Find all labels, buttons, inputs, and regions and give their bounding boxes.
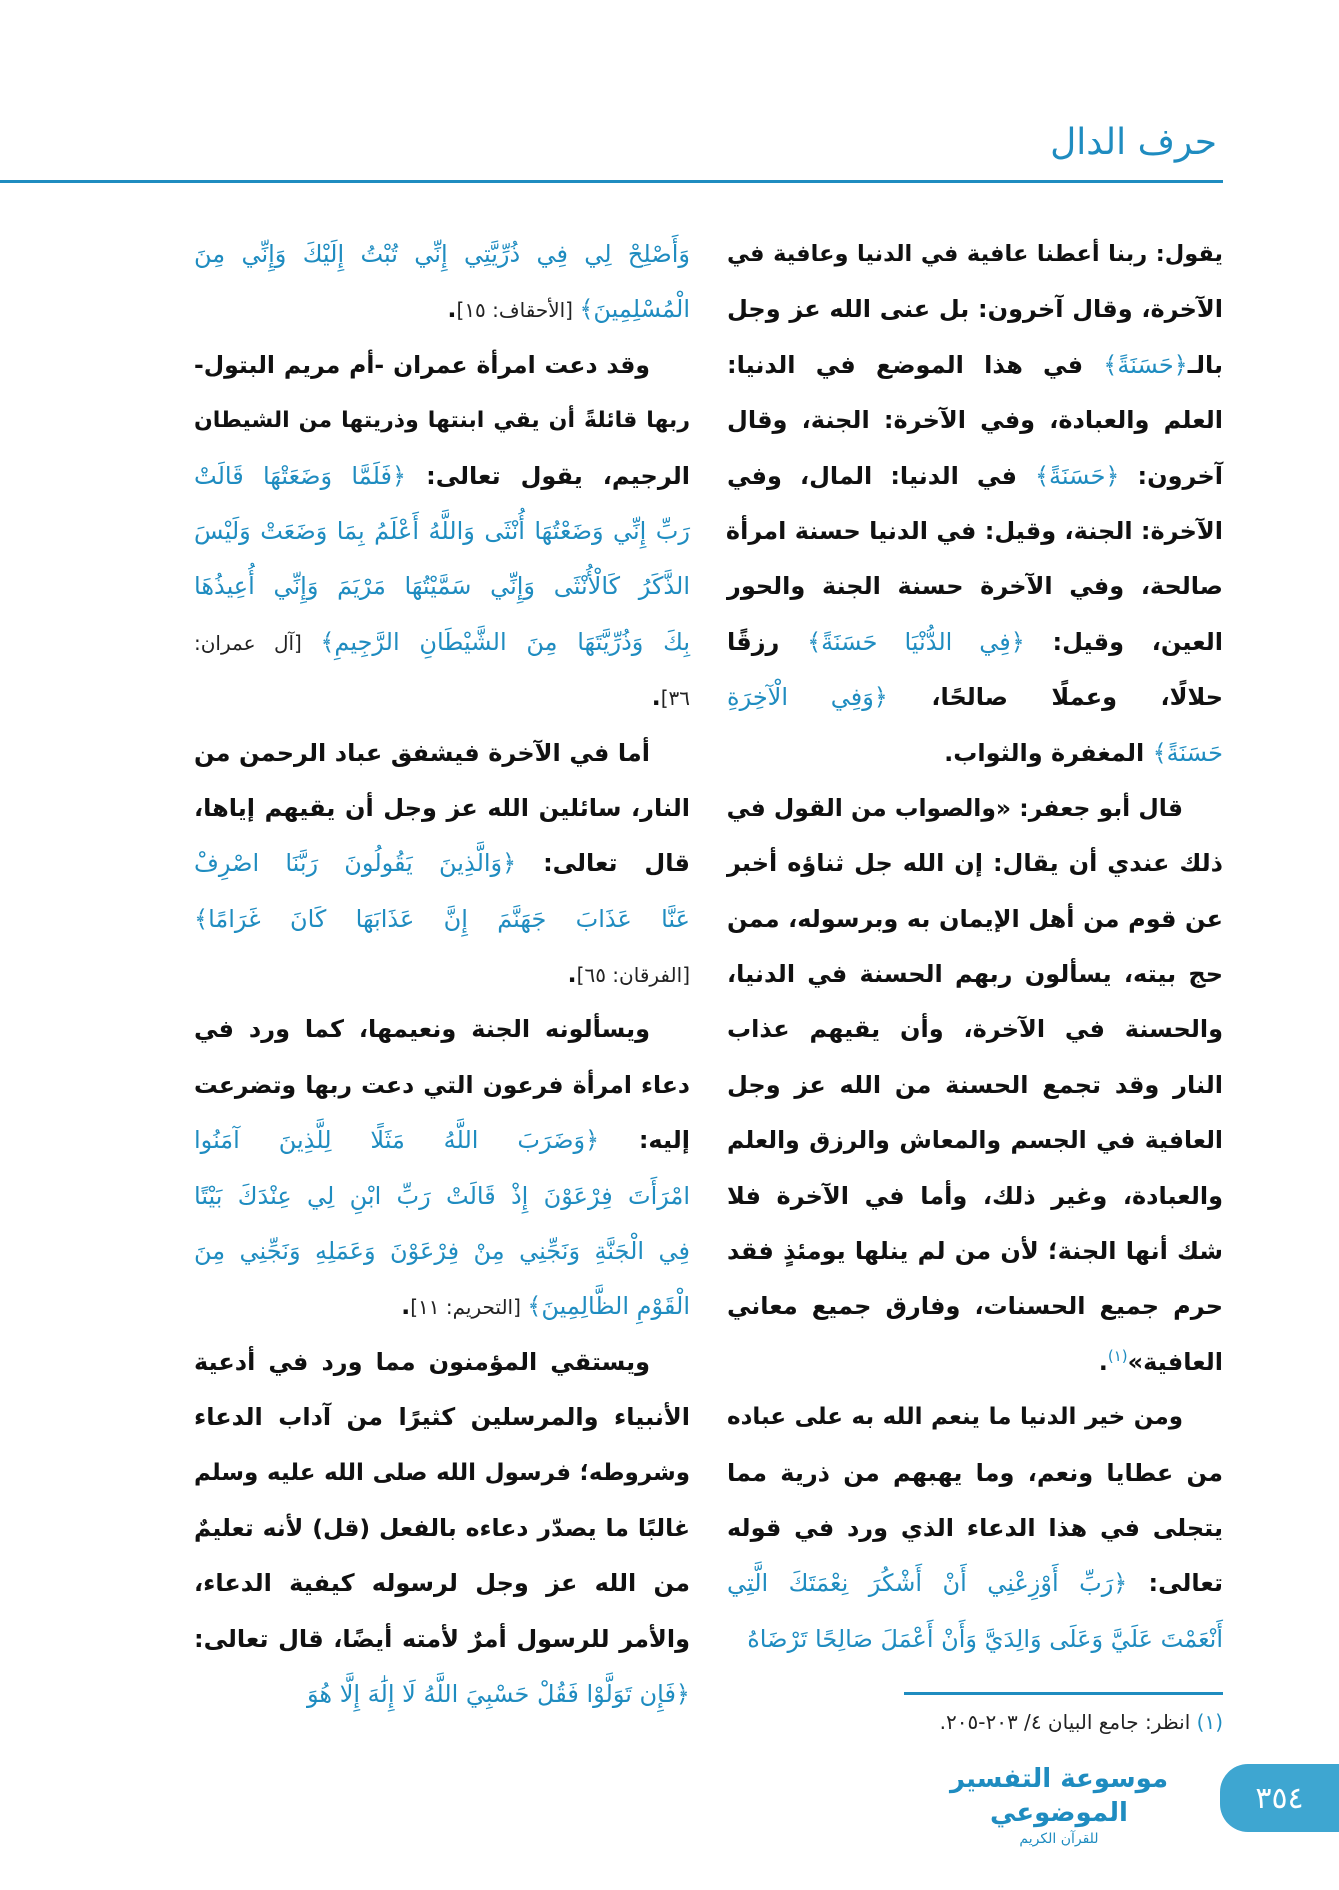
body-text: الآخرة: الجنة، وقيل: في الدنيا حسنة امرأة [725,516,1223,545]
quran-verse: الْقَوْمِ الظَّالِمِينَ﴾ [527,1292,690,1321]
body-text: حلالًا، وعملًا صالحًا، [887,683,1224,712]
text-line [194,892,690,947]
text-line [727,892,1223,947]
body-text: النار، سائلين الله عز وجل أن يقيهم إياها، [194,793,690,822]
body-text: أما في الآخرة فيشفق عباد الرحمن من [194,738,650,767]
text-line [194,1335,690,1390]
body-text: آخرون: [1119,461,1223,490]
body-text: ويستقي المؤمنون مما ورد في أدعية [194,1347,650,1376]
text-line [194,1058,690,1113]
text-line [194,726,690,781]
body-text: العلم والعبادة، وفي الآخرة: الجنة، وقال [727,406,1223,435]
text-line [194,1390,690,1445]
text-line [727,615,1223,670]
text-line [727,1446,1223,1501]
body-text: المغفرة والثواب. [944,738,1153,767]
body-text: يقول: ربنا أعطنا عافية في الدنيا وعافية في [727,241,1223,267]
text-line [194,1169,690,1224]
text-line [194,1002,690,1057]
quran-verse: عَنَّا عَذَابَ جَهَنَّمَ إِنَّ عَذَابَهَا كَانَ غَرَامًا﴾ [194,904,690,933]
body-text: العافية» [1127,1347,1223,1376]
body-text: ربها قائلةً أن يقي ابنتها وذريتها من الشيطان [194,408,690,434]
text-line [727,1002,1223,1057]
text-line [727,227,1223,282]
text-line [194,227,690,282]
quran-verse: وَأَصْلِحْ لِي فِي ذُرِّيَّتِي إِنِّي تُبْتُ إِلَيْكَ وَإِنِّي مِنَ [194,240,690,268]
text-line [194,1556,690,1611]
text-line [727,559,1223,614]
quran-verse: الْمُسْلِمِينَ﴾ [579,295,690,324]
quran-verse: فِي الْجَنَّةِ وَنَجِّنِي مِنْ فِرْعَوْنَ وَعَمَلِهِ وَنَجِّنِي مِنَ [194,1237,690,1266]
logo-subtitle: للقرآن الكريم [1019,1831,1099,1847]
body-text: النار وقد تجمع الحسنة من الله عز وجل [727,1070,1223,1099]
text-line [727,282,1223,337]
text-line [194,338,690,393]
verse-citation: [الفرقان: ٦٥] [576,963,690,988]
body-text: وشروطه؛ فرسول الله صلى الله عليه وسلم [194,1459,690,1486]
body-text: . [447,295,457,324]
body-text: . [401,1292,411,1321]
text-line [727,338,1223,393]
body-text: . [651,683,661,712]
quran-verse: بِكَ وَذُرِّيَّتَهَا مِنَ الشَّيْطَانِ الرَّجِيمِ﴾ [320,627,690,656]
body-text: يتجلى في هذا الدعاء الذي ورد في قوله [727,1513,1223,1542]
text-line [194,504,690,559]
quran-verse: ﴿فِي الدُّنْيَا حَسَنَةً﴾ [807,627,1025,656]
body-text: شك أنها الجنة؛ لأن من لم ينلها يومئذٍ فقد [727,1237,1223,1266]
text-line [727,1612,1223,1667]
footnote [940,1710,1223,1734]
body-text: في هذا الموضع في الدنيا: [727,350,1104,379]
text-line [194,1667,690,1722]
body-text: ومن خير الدنيا ما ينعم الله به على عباده [727,1404,1183,1431]
body-text: من الله عز وجل لرسوله كيفية الدعاء، [194,1569,690,1598]
footnote-number: (١) [1196,1710,1223,1734]
text-line [727,504,1223,559]
page-number: ٣٥٤ [1255,1780,1304,1816]
series-logo [934,1762,1184,1848]
body-text: من عطايا ونعم، وما يهبهم من ذرية مما [727,1458,1223,1487]
verse-citation: [آل عمران: [194,630,321,655]
quran-verse: ﴿وَالَّذِينَ يَقُولُونَ رَبَّنَا اصْرِفْ [194,849,517,878]
footnote-ref: (١) [1107,1346,1128,1365]
quran-verse: أَنْعَمْتَ عَلَيَّ وَعَلَى وَالِدَيَّ وَأَنْ أَعْمَلَ صَالِحًا تَرْضَاهُ [747,1624,1223,1653]
body-text: حرم جميع الحسنات، وفارق جميع معاني [727,1292,1223,1321]
quran-verse: امْرَأَتَ فِرْعَوْنَ إِذْ قَالَتْ رَبِّ ابْنِ لِي عِنْدَكَ بَيْتًا [194,1181,690,1210]
text-line [727,1390,1223,1445]
right-column [727,227,1223,1667]
body-text: العافية في الجسم والمعاش والرزق والعلم [727,1126,1223,1155]
quran-verse: ﴿وَفِي الْآخِرَةِ [727,683,888,712]
page-number-tab [1220,1764,1339,1832]
text-line [194,1279,690,1334]
body-text: إليه: [599,1126,691,1155]
left-column [194,227,690,1723]
quran-verse: ﴿رَبِّ أَوْزِعْنِي أَنْ أَشْكُرَ نِعْمَتَكَ الَّتِي [727,1569,1128,1598]
text-line [194,282,690,337]
body-text: . [567,960,577,989]
text-line [194,559,690,614]
text-line [727,1501,1223,1556]
chapter-title: حرف الدال [1050,122,1217,163]
body-text: والأمر للرسول أمرٌ لأمته أيضًا، قال تعالى: [194,1624,690,1653]
text-line [194,1612,690,1667]
body-text: بالـ [1187,350,1223,379]
text-line [194,393,690,448]
text-line [194,1501,690,1556]
footnote-text: انظر: جامع البيان ٤/ ٢٠٣-٢٠٥. [939,1710,1197,1734]
body-text: الآخرة، وقال آخرون: بل عنى الله عز وجل [727,295,1223,324]
body-text: والحسنة في الآخرة، وأن يقيهم عذاب [727,1015,1223,1044]
text-line [194,1446,690,1501]
text-line [727,1169,1223,1224]
quran-verse: ﴿حَسَنَةً﴾ [1103,350,1188,379]
verse-citation: [التحريم: ١١] [410,1295,528,1320]
footnote-separator [904,1692,1223,1695]
text-line [727,1224,1223,1279]
text-line [727,836,1223,891]
text-line [194,615,690,670]
quran-verse: رَبِّ إِنِّي وَضَعْتُهَا أُنْثَى وَاللَّهُ أَعْلَمُ بِمَا وَضَعَتْ وَلَيْسَ [194,516,690,545]
logo-title: موسوعة التفسير الموضوعي [949,1764,1169,1828]
body-text: حج بيته، يسألون ربهم الحسنة في الدنيا، [727,960,1223,989]
verse-citation: [الأحقاف: ١٥] [456,298,580,323]
text-line [727,449,1223,504]
text-line [727,1279,1223,1334]
text-line [194,1224,690,1279]
body-text: ويسألونه الجنة ونعيمها، كما ورد في [194,1015,650,1044]
text-line [727,726,1223,781]
quran-verse: الذَّكَرُ كَالْأُنْثَى وَإِنِّي سَمَّيْتُهَا مَرْيَمَ وَإِنِّي أُعِيذُهَا [194,572,690,601]
body-text: قال تعالى: [516,849,690,878]
text-line [194,1113,690,1168]
text-line [727,1058,1223,1113]
body-text: وقد دعت امرأة عمران -أم مريم البتول- [194,350,650,379]
body-text: والعبادة، وغير ذلك، وأما في الآخرة فلا [727,1181,1223,1210]
text-line [194,449,690,504]
text-line [727,670,1223,725]
body-text: عن قوم من أهل الإيمان به وبرسوله، ممن [727,904,1223,933]
text-line [194,836,690,891]
quran-verse: ﴿وَضَرَبَ اللَّهُ مَثَلًا لِلَّذِينَ آمَنُوا [194,1126,600,1155]
text-line [727,393,1223,448]
body-text: غالبًا ما يصدّر دعاءه بالفعل (قل) لأنه تعليمٌ [194,1513,690,1542]
body-text: الأنبياء والمرسلين كثيرًا من آداب الدعاء [194,1403,690,1432]
body-text: تعالى: [1127,1569,1223,1598]
body-text: صالحة، وفي الآخرة حسنة الجنة والحور [727,572,1223,601]
text-line [727,781,1223,836]
text-line [194,781,690,836]
text-line [727,1113,1223,1168]
quran-verse: ﴿حَسَنَةً﴾ [1034,461,1120,490]
text-line [727,947,1223,1002]
body-text: . [1098,1347,1108,1376]
header-rule [0,180,1223,183]
text-line [194,947,690,1002]
body-text: الرجيم، يقول تعالى: [406,461,690,490]
body-text: في الدنيا: المال، وفي [727,461,1035,490]
body-text: دعاء امرأة فرعون التي دعت ربها وتضرعت [194,1070,690,1099]
quran-verse: ﴿فَلَمَّا وَضَعَتْهَا قَالَتْ [194,461,407,490]
text-line [194,670,690,725]
body-text: العين، وقيل: [1024,627,1223,656]
text-line [727,1556,1223,1611]
quran-verse: ﴿فَإِن تَوَلَّوْا فَقُلْ حَسْبِيَ اللَّهُ لَا إِلَٰهَ إِلَّا هُوَ [307,1680,690,1709]
body-text: رزقًا [727,627,808,656]
verse-citation: ٣٦] [660,686,690,711]
text-line [727,1335,1223,1390]
quran-verse: حَسَنَةً﴾ [1152,738,1223,767]
body-text: قال أبو جعفر: «والصواب من القول في [726,793,1183,822]
body-text: ذلك عندي أن يقال: إن الله جل ثناؤه أخبر [727,849,1223,878]
